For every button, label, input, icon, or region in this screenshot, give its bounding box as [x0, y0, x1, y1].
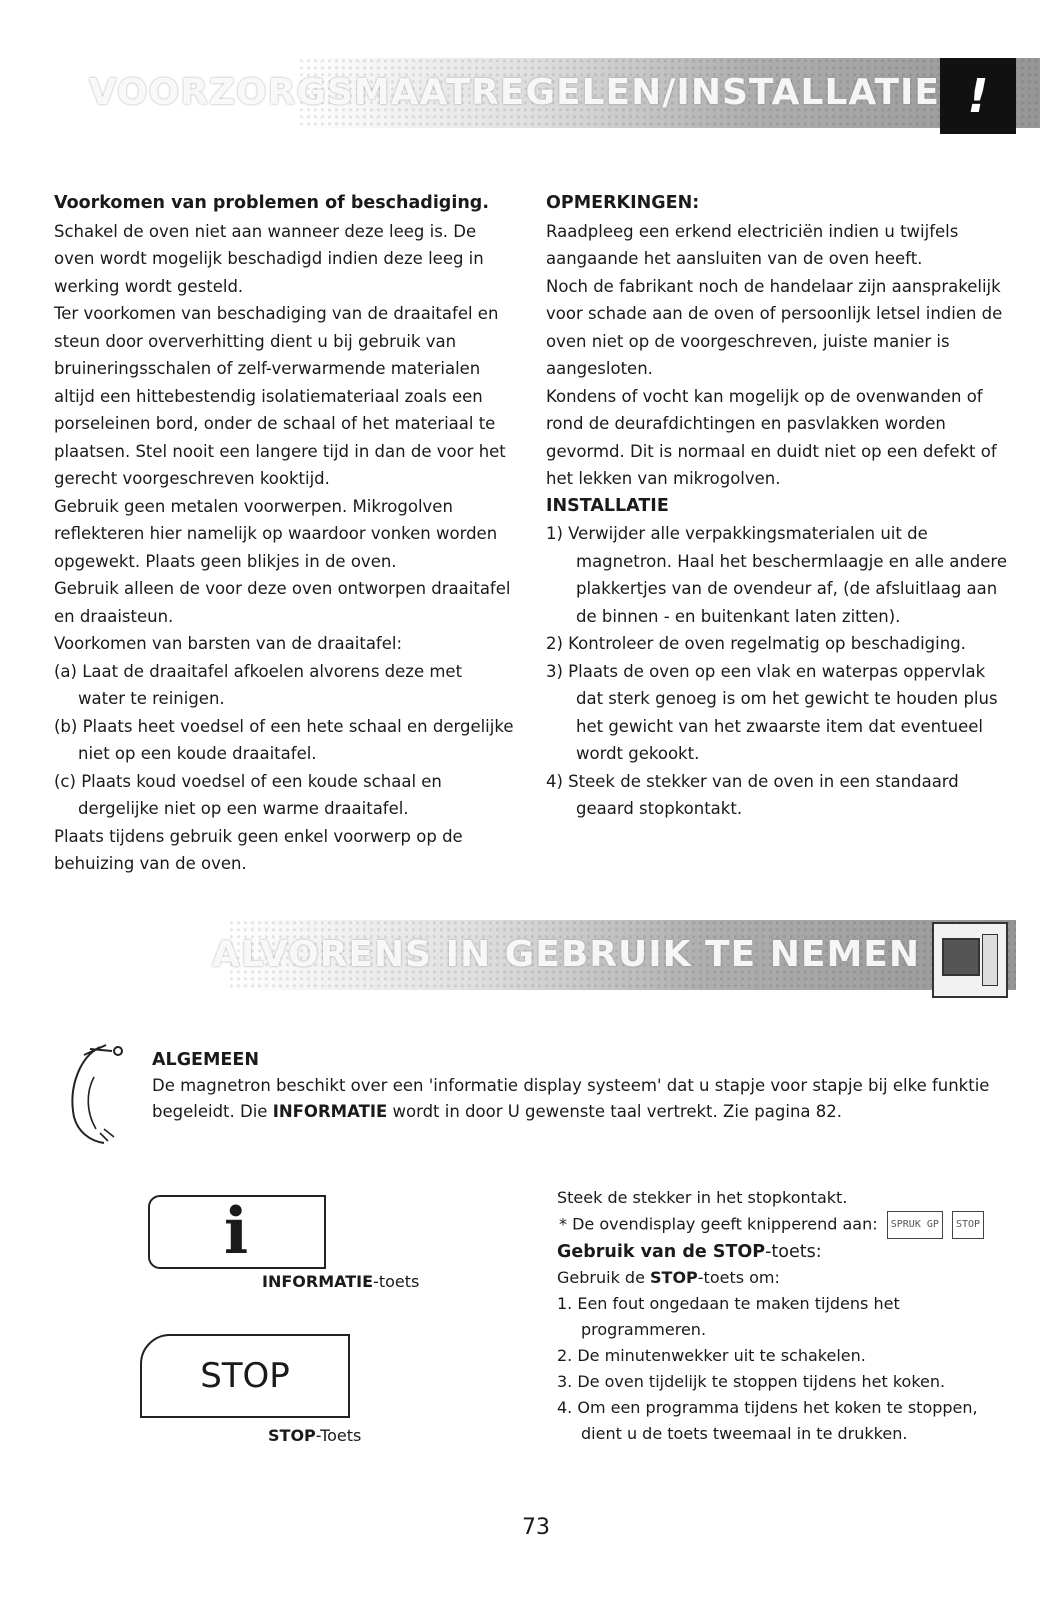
right-column: [546, 190, 1016, 823]
left-paragraph: Gebruik alleen de voor deze oven ontworpen draaitafel en draaisteun.: [54, 579, 511, 626]
installatie-heading: INSTALLATIE: [546, 495, 669, 516]
stop-key-caption: STOP-Toets: [268, 1426, 362, 1445]
list-item: (b) Plaats heet voedsel of een hete schaal en dergelijke niet op een koude draaitafel.: [54, 716, 514, 763]
list-item: 1. Een fout ongedaan te maken tijdens het programmeren.: [557, 1294, 900, 1339]
right-paragraph: Raadpleeg een erkend electriciën indien u twijfels aangaande het aansluiten van de oven heeft.: [546, 221, 959, 268]
right-paragraph: Kondens of vocht kan mogelijk op de ovenwanden of rond de deurafdichtingen en pasvlakken worden gevormd. Dit is normaal en duidt niet op een defekt of het lekken van mikrogolven.: [546, 386, 997, 488]
list-item: 2. De minutenwekker uit te schakelen.: [557, 1346, 866, 1365]
exclamation-hand-icon: !: [940, 58, 1016, 134]
display-code: STOP: [952, 1211, 984, 1239]
list-item: 4. Om een programma tijdens het koken te stoppen, dient u de toets tweemaal in te drukken.: [557, 1398, 978, 1443]
list-item: (a) Laat de draaitafel afkoelen alvorens deze met water te reinigen.: [54, 661, 463, 708]
stop-key: [140, 1334, 350, 1418]
stop-intro: Steek de stekker in het stopkontakt.: [557, 1188, 848, 1207]
display-code: SPRUK GP: [887, 1211, 943, 1239]
left-paragraph: Gebruik geen metalen voorwerpen. Mikrogolven reflekteren hier namelijk op waardoor vonken worden opgewekt. Plaats geen blikjes in de oven.: [54, 496, 498, 571]
list-item: (c) Plaats koud voedsel of een koude schaal en dergelijke niet op een warme draaitafel.: [54, 771, 442, 818]
informatie-key-caption: INFORMATIE-toets: [262, 1272, 420, 1291]
middle-banner-title: ALVORENS IN GEBRUIK TE NEMEN: [212, 934, 920, 975]
left-closing: Plaats tijdens gebruik geen enkel voorwerp op de behuizing van de oven.: [54, 826, 463, 873]
list-item: 3. De oven tijdelijk te stoppen tijdens het koken.: [557, 1372, 946, 1391]
top-banner-title: VOORZORGSMAATREGELEN/INSTALLATIE: [88, 72, 940, 113]
algemeen-heading: ALGEMEEN: [152, 1050, 259, 1070]
page-number: 73: [522, 1515, 550, 1540]
general-section: [152, 1047, 1002, 1125]
opmerkingen-heading: OPMERKINGEN:: [546, 193, 700, 213]
stop-usage-heading: Gebruik van de STOP-toets:: [557, 1242, 822, 1262]
left-paragraph: Voorkomen van barsten van de draaitafel:: [54, 634, 403, 653]
stop-section: [557, 1185, 1017, 1447]
pointing-hand-icon: [60, 1037, 140, 1147]
informatie-key: [148, 1195, 326, 1269]
list-item: 1) Verwijder alle verpakkingsmaterialen uit de magnetron. Haal het beschermlaagje en alle andere plakkertjes van de ovendeur af, (de afsluitlaag aan de binnen - en buitenkant laten zitten).: [546, 524, 1008, 626]
list-item: 4) Steek de stekker van de oven in een standaard geaard stopkontakt.: [546, 771, 959, 818]
algemeen-text: De magnetron beschikt over een 'informatie display systeem' dat u stapje voor stapje bij elke funktie begeleidt. Die INFORMATIE wordt in door U gewenste taal vertrekt. Zie pagina 82.: [152, 1076, 990, 1121]
left-paragraph: Ter voorkomen van beschadiging van de draaitafel en steun door oververhitting dient u bij gebruik van bruineringsschalen of zelf-verwarmende materialen altijd een hittebestendig isolatiemateriaal zoals een porseleinen bord, onder de schaal of het materiaal te plaatsen. Stel nooit een langere tijd in dan de voor het gerecht voorgeschreven kooktijd.: [54, 304, 506, 488]
info-symbol: i: [223, 1194, 249, 1269]
middle-banner: [212, 920, 1016, 990]
stop-key-label: STOP: [200, 1356, 290, 1396]
left-heading: Voorkomen van problemen of beschadiging.: [54, 193, 489, 213]
list-item: 3) Plaats de oven op een vlak en waterpas oppervlak dat sterk genoeg is om het gewicht te houden plus het gewicht van het zwaarste item dat eventueel wordt gekookt.: [546, 661, 998, 763]
top-banner: [88, 58, 1040, 128]
stop-usage-intro: Gebruik de STOP-toets om:: [557, 1268, 780, 1287]
left-column: [54, 190, 514, 878]
list-item: 2) Kontroleer de oven regelmatig op beschadiging.: [546, 634, 966, 653]
display-line: * De ovendisplay geeft knipperend aan: SPRUK GP STOP: [557, 1211, 1017, 1239]
left-paragraph: Schakel de oven niet aan wanneer deze leeg is. De oven wordt mogelijk beschadigd indien deze leeg in werking wordt gesteld.: [54, 221, 484, 296]
right-paragraph: Noch de fabrikant noch de handelaar zijn aansprakelijk voor schade aan de oven of persoonlijk letsel indien de oven niet op de voorgeschreven, juiste manier is aangesloten.: [546, 276, 1003, 378]
microwave-icon: [932, 922, 1008, 998]
